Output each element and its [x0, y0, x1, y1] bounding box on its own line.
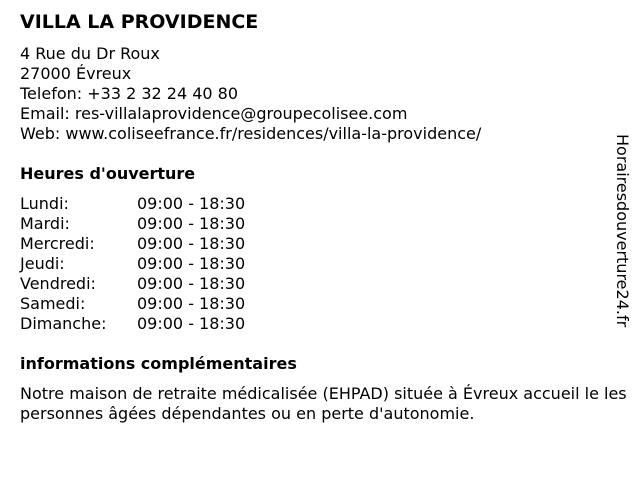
opening-hours-table: [20, 194, 245, 334]
hours-row-friday: [20, 274, 245, 294]
time-range: 09:00 - 18:30: [137, 274, 246, 293]
day-label: Dimanche:: [20, 314, 107, 333]
page-title: VILLA LA PROVIDENCE: [20, 11, 259, 33]
time-range: 09:00 - 18:30: [137, 314, 246, 333]
hours-row-saturday: [20, 294, 245, 314]
website-url: Web: www.coliseefrance.fr/residences/villa-la-providence/: [20, 124, 482, 143]
hours-row-monday: [20, 194, 245, 214]
email-address: Email: res-villalaprovidence@groupecolisee.com: [20, 104, 408, 123]
address-street: 4 Rue du Dr Roux: [20, 44, 160, 63]
day-label: Lundi:: [20, 194, 69, 213]
day-label: Mercredi:: [20, 234, 95, 253]
phone-number: Telefon: +33 2 32 24 40 80: [20, 84, 239, 103]
hours-row-tuesday: [20, 214, 245, 234]
time-range: 09:00 - 18:30: [137, 294, 246, 313]
description-text: Notre maison de retraite médicalisée (EHPAD) située à Évreux accueil le les personnes âgées dépendantes ou en perte d'autonomie.: [20, 384, 627, 423]
day-label: Vendredi:: [20, 274, 96, 293]
time-range: 09:00 - 18:30: [137, 234, 246, 253]
day-label: Samedi:: [20, 294, 86, 313]
day-label: Mardi:: [20, 214, 70, 233]
time-range: 09:00 - 18:30: [137, 254, 246, 273]
additional-info-heading: informations complémentaires: [20, 354, 297, 373]
site-watermark: Horairesdouverture24.fr: [613, 134, 632, 328]
time-range: 09:00 - 18:30: [137, 214, 246, 233]
address-city: 27000 Évreux: [20, 64, 132, 83]
time-range: 09:00 - 18:30: [137, 194, 246, 213]
contact-block: [20, 44, 481, 144]
day-label: Jeudi:: [20, 254, 65, 273]
hours-row-sunday: [20, 314, 245, 334]
hours-row-thursday: [20, 254, 245, 274]
opening-hours-heading: Heures d'ouverture: [20, 164, 196, 183]
hours-row-wednesday: [20, 234, 245, 254]
